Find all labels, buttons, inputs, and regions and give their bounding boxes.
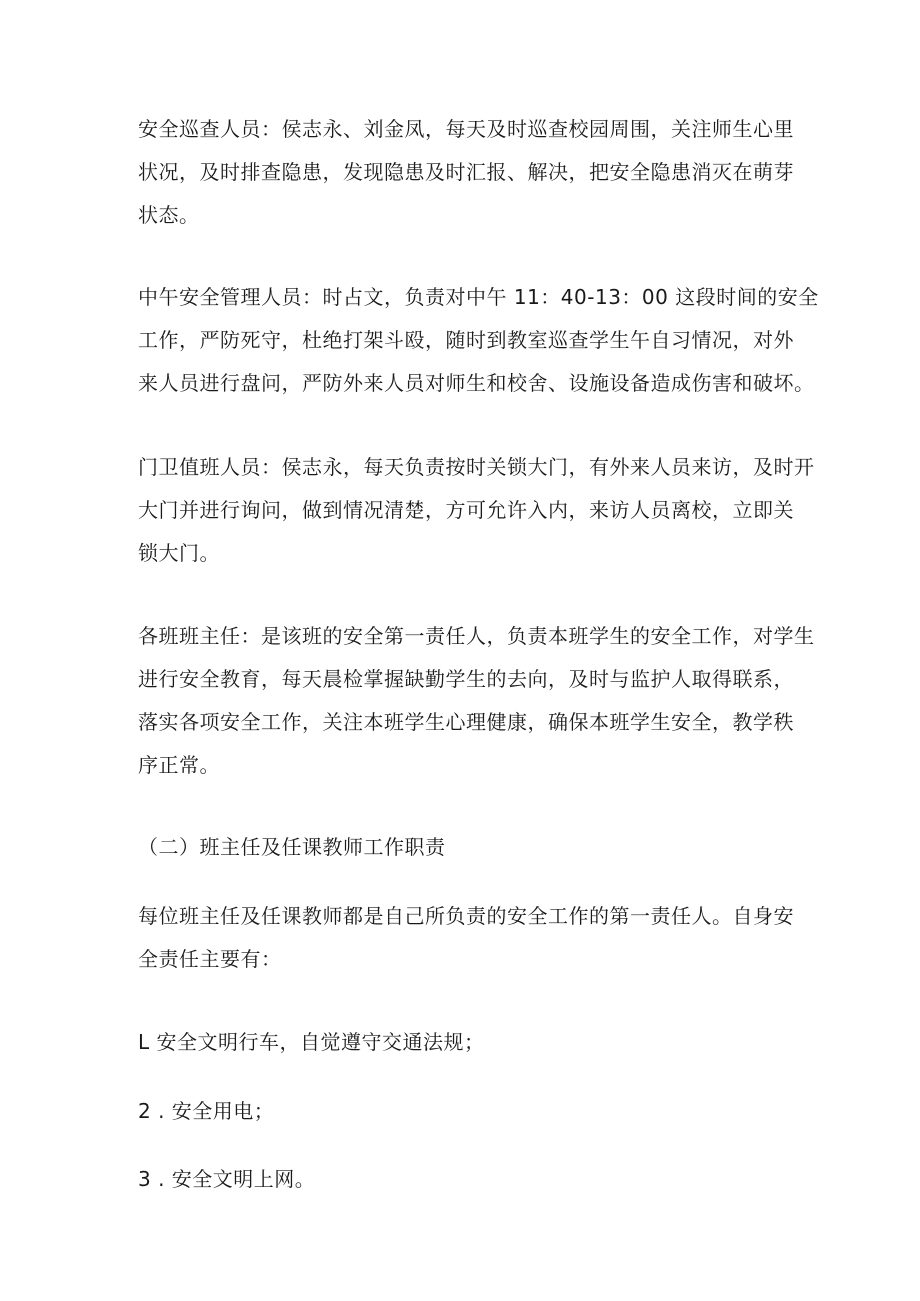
- text-line: L 安全文明行车，自觉遵守交通法规；: [138, 1030, 485, 1054]
- text-line: 全责任主要有：: [138, 947, 282, 971]
- text-line: 状况，及时排查隐患，发现隐患及时汇报、解决，把安全隐患消灭在萌芽: [138, 160, 794, 184]
- text-line: （二）班主任及任课教师工作职责: [138, 835, 446, 859]
- text-line: 进行安全教育，每天晨检掌握缺勤学生的去向，及时与监护人取得联系，: [138, 667, 794, 691]
- paragraph-safety-patrol: [138, 108, 794, 237]
- list-item-2: [138, 1090, 788, 1133]
- text-line: 3 . 安全文明上网。: [138, 1167, 316, 1191]
- text-line: 来人员进行盘问，严防外来人员对师生和校舍、设施设备造成伤害和破坏。: [138, 371, 815, 395]
- text-line: 每位班主任及任课教师都是自己所负责的安全工作的第一责任人。自身安: [138, 904, 794, 928]
- text-line: 锁大门。: [138, 541, 220, 565]
- list-item-1: [138, 1021, 788, 1064]
- paragraph-gate-duty: [138, 446, 815, 575]
- text-line: 2 . 安全用电；: [138, 1099, 275, 1123]
- text-line: 中午安全管理人员：时占文，负责对中午 11：40-13：00 这段时间的安全: [138, 285, 819, 309]
- text-line: 状态。: [138, 203, 200, 227]
- paragraph-teacher-duty: [138, 895, 794, 981]
- text-line: 各班班主任：是该班的安全第一责任人，负责本班学生的安全工作，对学生: [138, 624, 815, 648]
- paragraph-noon-safety: [138, 276, 819, 405]
- paragraph-head-teachers: [138, 615, 815, 787]
- section-heading: [138, 826, 788, 869]
- text-line: 门卫值班人员：侯志永，每天负责按时关锁大门，有外来人员来访，及时开: [138, 455, 815, 479]
- text-line: 大门并进行询问，做到情况清楚，方可允许入内，来访人员离校，立即关: [138, 498, 794, 522]
- text-line: 安全巡查人员：侯志永、刘金凤，每天及时巡查校园周围，关注师生心里: [138, 117, 794, 141]
- text-line: 工作，严防死守，杜绝打架斗殴，随时到教室巡查学生午自习情况，对外: [138, 328, 794, 352]
- text-line: 序正常。: [138, 753, 220, 777]
- text-line: 落实各项安全工作，关注本班学生心理健康，确保本班学生安全，教学秩: [138, 710, 794, 734]
- list-item-3: [138, 1158, 788, 1201]
